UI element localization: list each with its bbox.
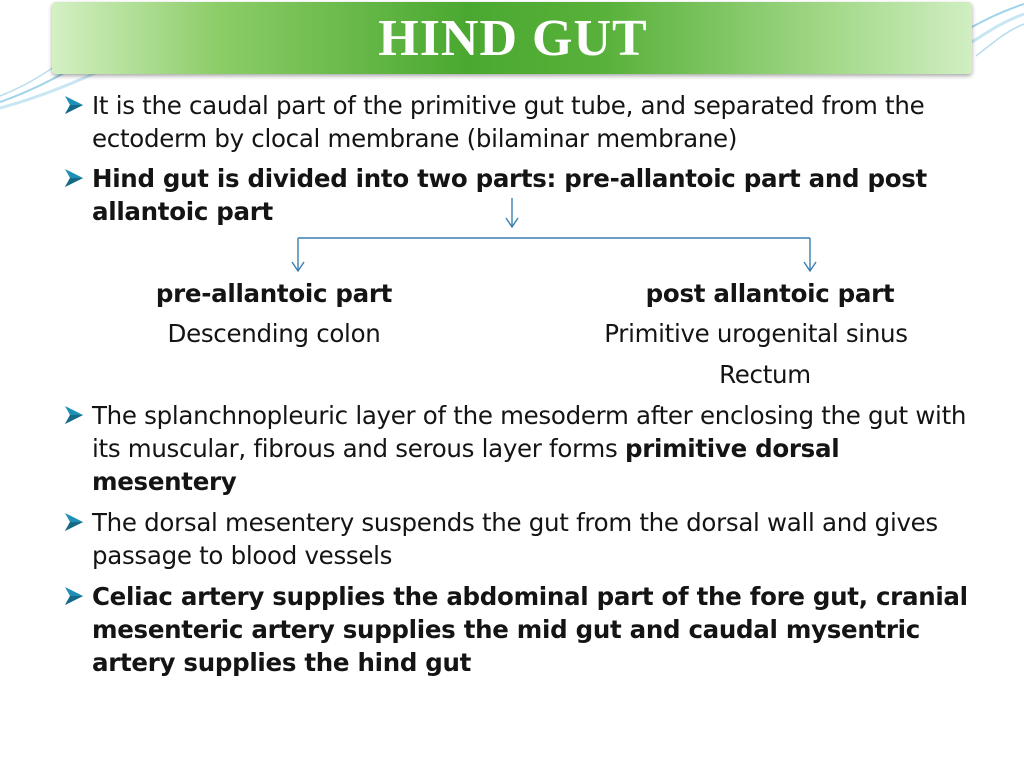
arrow-bullet-icon xyxy=(62,399,88,433)
bullet-text xyxy=(92,399,982,498)
bullet-text-bold: primitive dorsal mesentery xyxy=(92,434,840,496)
arrow-bullet-icon xyxy=(62,162,88,196)
bullet-text: Celiac artery supplies the abdominal part of the fore gut, cranial mesenteric artery supplies the mid gut and caudal mysentric artery supplies the hind gut xyxy=(92,582,968,677)
arrow-bullet-icon xyxy=(62,89,88,123)
bullet-text: Hind gut is divided into two parts: pre-allantoic part and post allantoic part xyxy=(92,164,927,226)
slide-title: HIND GUT xyxy=(378,9,648,67)
bullet-text-regular: The splanchnopleuric layer of the mesoderm after enclosing the gut with its muscular, fibrous and serous layer forms xyxy=(92,401,967,463)
post-allantoic-item: Rectum xyxy=(719,360,811,389)
post-allantoic-item: Primitive urogenital sinus xyxy=(604,319,908,348)
arrow-bullet-icon xyxy=(62,506,88,540)
pre-allantoic-heading: pre-allantoic part xyxy=(155,279,393,308)
arrow-bullet-icon xyxy=(62,580,88,614)
pre-allantoic-item: Descending colon xyxy=(167,319,381,348)
post-allantoic-heading: post allantoic part xyxy=(645,279,895,308)
bullet-text: It is the caudal part of the primitive gut tube, and separated from the ectoderm by clocal membrane (bilaminar membrane) xyxy=(92,91,925,153)
bullet-text: The dorsal mesentery suspends the gut from the dorsal wall and gives passage to blood vessels xyxy=(92,508,938,570)
